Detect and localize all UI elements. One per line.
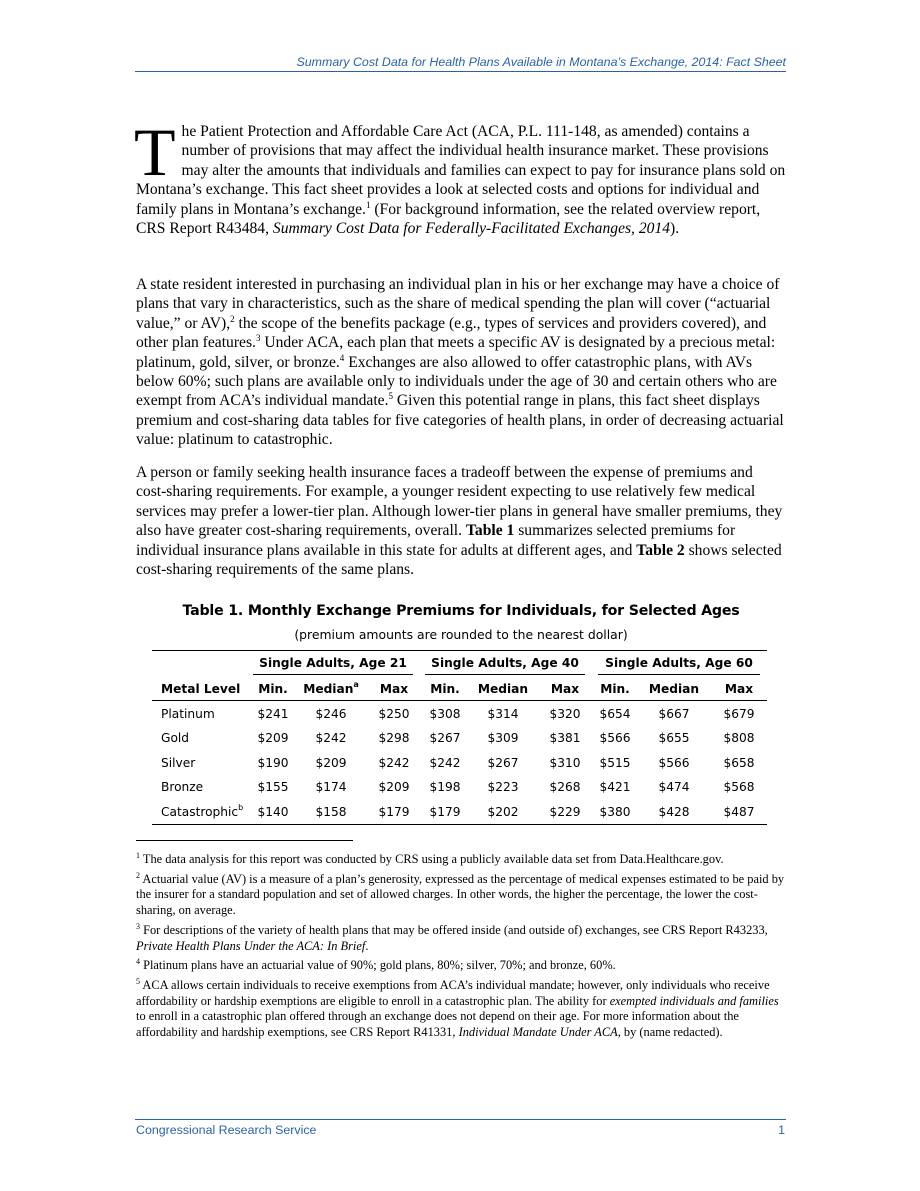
group-header-age-21: Single Adults, Age 21 (259, 656, 407, 670)
column-header: Min. (430, 682, 460, 696)
table-cell: $654 (599, 707, 631, 721)
table-cell: $179 (378, 805, 410, 819)
metal-level-header: Metal Level (161, 682, 241, 696)
table-cell: $179 (429, 805, 461, 819)
table-cell: $808 (723, 731, 755, 745)
plans-paragraph: A state resident interested in purchasing an individual plan in his or her exchange may have a choice of plans that vary in characteristics, such as the share of medical spending the plan will cover (“actuarial value,” or AV),$^2$ the scope of the benefits package (e.g., types of services and providers covered), and other plan features.$^3$ Under ACA, each plan that meets a specific AV is designated by a precious metal: platinum, gold, silver, or bronze.$^4$ Exchanges are also allowed to offer catastrophic plans, with AVs below 60%; such plans are available only to individuals under the age of 30 and certain others who are exempt from ACA’s individual mandate.$^5$ Given this potential range in plans, this fact sheet displays premium and cost-sharing data tables for five categories of health plans, in order of decreasing actuarial value: platinum to catastrophic. (136, 276, 784, 449)
table-cell: $381 (549, 731, 581, 745)
page-number: 1 (778, 1123, 785, 1137)
footnote-1: $^1$ The data analysis for this report was conducted by CRS using a publicly available data set from Data.Healthcare.gov. (136, 851, 724, 866)
table-cell: $658 (723, 756, 755, 770)
table-cell: $309 (487, 731, 519, 745)
table-bottom-rule (152, 824, 767, 825)
table-title: Table 1. Monthly Exchange Premiums for Individuals, for Selected Ages (182, 603, 740, 619)
group-rule-age-60 (598, 674, 760, 675)
drop-cap: T (134, 114, 176, 190)
table2-reference: Table 2 (636, 541, 685, 559)
group-header-age-40: Single Adults, Age 40 (431, 656, 579, 670)
table1-reference: Table 1 (465, 522, 515, 540)
table-cell: $568 (723, 780, 755, 794)
table-cell: $190 (257, 756, 289, 770)
group-rule-age-21 (253, 674, 413, 675)
table-cell: $268 (549, 780, 581, 794)
table-cell: $241 (257, 707, 289, 721)
row-label: Bronze (161, 780, 204, 794)
header-rule (135, 71, 786, 72)
table-cell: $158 (315, 805, 347, 819)
table-cell: $487 (723, 805, 755, 819)
footnote-ref-4[interactable]: 4 (339, 352, 345, 363)
table-cell: $310 (549, 756, 581, 770)
table-cell: $209 (257, 731, 289, 745)
table-cell: $242 (429, 756, 461, 770)
table-cell: $515 (599, 756, 631, 770)
table-cell: $428 (658, 805, 690, 819)
footnotes (136, 852, 786, 1045)
report-title-italic: Summary Cost Data for Federally-Facilitated Exchanges, 2014 (272, 220, 671, 238)
table-cell: $202 (487, 805, 519, 819)
tradeoff-paragraph: A person or family seeking health insurance faces a tradeoff between the expense of premiums and cost-sharing requirements. For example, a younger resident expecting to use relatively few medical services may prefer a lower-tier plan. Although lower-tier plans in general have smaller premiums, they also have greater cost-sharing requirements, overall. Table 1 summarizes selected premiums for individual insurance plans available in this state for adults at different ages, and Table 2 shows selected cost-sharing requirements of the same plans. (136, 464, 783, 579)
footnote-ref-2[interactable]: 2 (230, 313, 235, 324)
table-top-rule (152, 650, 767, 651)
column-header: Max (379, 682, 409, 696)
table-cell: $242 (378, 756, 410, 770)
row-note: b (238, 803, 244, 812)
table-cell: $209 (378, 780, 410, 794)
row-label: Gold (161, 731, 190, 745)
column-header: Max (724, 682, 754, 696)
footer-rule (135, 1119, 786, 1120)
table-cell: $474 (658, 780, 690, 794)
column-header: Median (648, 682, 700, 696)
table-cell: $566 (658, 756, 690, 770)
table-cell: $267 (487, 756, 519, 770)
table-cell: $223 (487, 780, 519, 794)
table-cell: $155 (257, 780, 289, 794)
table-cell: $250 (378, 707, 410, 721)
column-header: Min. (600, 682, 630, 696)
table-cell: $655 (658, 731, 690, 745)
table-cell: $566 (599, 731, 631, 745)
row-label: Silver (161, 756, 196, 770)
column-header: Min. (258, 682, 288, 696)
group-rule-age-40 (425, 674, 585, 675)
footnote-2: $^2$ Actuarial value (AV) is a measure of a plan’s generosity, expressed as the percentage of medical expenses estimated to be paid by the insurer for a standard population and set of allowed charges. In other words, the higher the percentage, the lower the cost-sharing, on average. (136, 870, 785, 918)
table-cell: $198 (429, 780, 461, 794)
table-cell: $421 (599, 780, 631, 794)
footnote-ref-1[interactable]: 1 (365, 199, 371, 210)
table-cell: $298 (378, 731, 410, 745)
intro-paragraph: The Patient Protection and Affordable Care Act (ACA, P.L. 111-148, as amended) contains a number of provisions that may affect the individual health insurance market. These provisions may alter the amounts that individuals and families can expect to pay for insurance plans sold on Montana’s exchange. This fact sheet provides a look at selected costs and options for individual and family plans in Montana’s exchange.$^1$ (For background information, see the related overview report, CRS Report R43484, Summary Cost Data for Federally-Facilitated Exchanges, 2014). (134, 114, 786, 238)
table-cell: $267 (429, 731, 461, 745)
table-subtitle: (premium amounts are rounded to the nearest dollar) (294, 627, 628, 642)
table-cell: $308 (429, 707, 461, 721)
row-label: Catastrophic$^b$ (161, 803, 244, 819)
median-note: a (353, 680, 359, 689)
footnote-separator (136, 840, 353, 841)
table-header-rule (152, 700, 767, 701)
table-cell: $174 (315, 780, 347, 794)
footer-org: Congressional Research Service (136, 1123, 317, 1137)
table-cell: $209 (315, 756, 347, 770)
column-header: Median$^a$ (303, 680, 359, 696)
table-cell: $380 (599, 805, 631, 819)
row-label: Platinum (161, 707, 215, 721)
table-cell: $314 (487, 707, 519, 721)
table-cell: $679 (723, 707, 755, 721)
column-header: Median (477, 682, 529, 696)
table-cell: $320 (549, 707, 581, 721)
table-cell: $242 (315, 731, 347, 745)
running-header: Summary Cost Data for Health Plans Available in Montana’s Exchange, 2014: Fact Sheet (296, 55, 786, 69)
table-cell: $667 (658, 707, 690, 721)
footnote-3: $^3$ For descriptions of the variety of health plans that may be offered inside (and outside of) exchanges, see CRS Report R43233, Private Health Plans Under the ACA: In Brief. (136, 921, 768, 953)
table-cell: $140 (257, 805, 289, 819)
table-cell: $229 (549, 805, 581, 819)
footnote-5: $^5$ ACA allows certain individuals to receive exemptions from ACA’s individual mandate; however, only individuals who receive affordability or hardship exemptions are eligible to enroll in a catastrophic plan. The ability for exempted individuals and families to enroll in a catastrophic plan offered through an exchange does not depend on their age. For more information about the affordability and hardship exemptions, see CRS Report R41331, Individual Mandate Under ACA, by (name redacted). (136, 976, 779, 1040)
footnote-ref-5[interactable]: 5 (388, 391, 393, 402)
group-header-age-60: Single Adults, Age 60 (605, 656, 753, 670)
column-header: Max (550, 682, 580, 696)
table-cell: $246 (315, 707, 347, 721)
footnote-ref-3[interactable]: 3 (255, 333, 261, 344)
footnote-4: $^4$ Platinum plans have an actuarial value of 90%; gold plans, 80%; silver, 70%; and bronze, 60%. (136, 957, 616, 973)
